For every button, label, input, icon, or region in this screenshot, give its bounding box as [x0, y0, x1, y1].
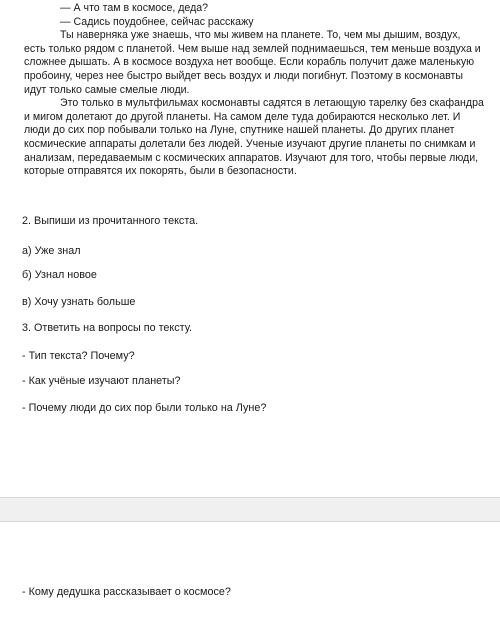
dialog-line: — А что там в космосе, деда? [60, 2, 209, 14]
page-separator [0, 497, 500, 522]
task-2-item-c: в) Хочу узнать больше [22, 296, 136, 308]
task-3-question: - Почему люди до сих пор были только на Луне? [22, 402, 267, 414]
dialog-line: — Садись поудобнее, сейчас расскажу [60, 15, 254, 28]
task-2-item-a: а) Уже знал [22, 245, 81, 257]
task-2-title: 2. Выпиши из прочитанного текста. [22, 215, 199, 227]
task-3-question: - Как учёные изучают планеты? [22, 375, 181, 387]
task-3-title: 3. Ответить на вопросы по тексту. [22, 322, 193, 334]
story-text [24, 2, 484, 179]
task-3-question: - Тип текста? Почему? [22, 350, 135, 362]
story-paragraph: Это только в мультфильмах космонавты садятся в летающую тарелку без скафандра и мигом долетают до другой планеты. На самом деле туда добираются несколько лет. И люди до сих пор побывали только на Луне, спутнике нашей планеты. До других планет космические аппараты долетали без людей. Ученые изучают другие планеты по снимкам и анализам, передаваемым с космических аппаратов. Изучают для того, чтобы первые люди, которые отправятся их покорять, были в безопасности. [24, 97, 484, 178]
task-2-item-b: б) Узнал новое [22, 269, 97, 281]
task-3-question: - Кому дедушка рассказывает о космосе? [22, 586, 231, 598]
story-paragraph: Ты наверняка уже знаешь, что мы живем на планете. То, чем мы дышим, воздух, есть только рядом с планетой. Чем выше над землей поднимаешься, тем меньше воздуха и сложнее дышать. А в космосе воздуха нет вообще. Если корабль получит даже маленькую пробоину, через нее быстро выйдет весь воздух и люди погибнут. Поэтому в космонавты идут только самые смелые люди. [24, 29, 481, 96]
